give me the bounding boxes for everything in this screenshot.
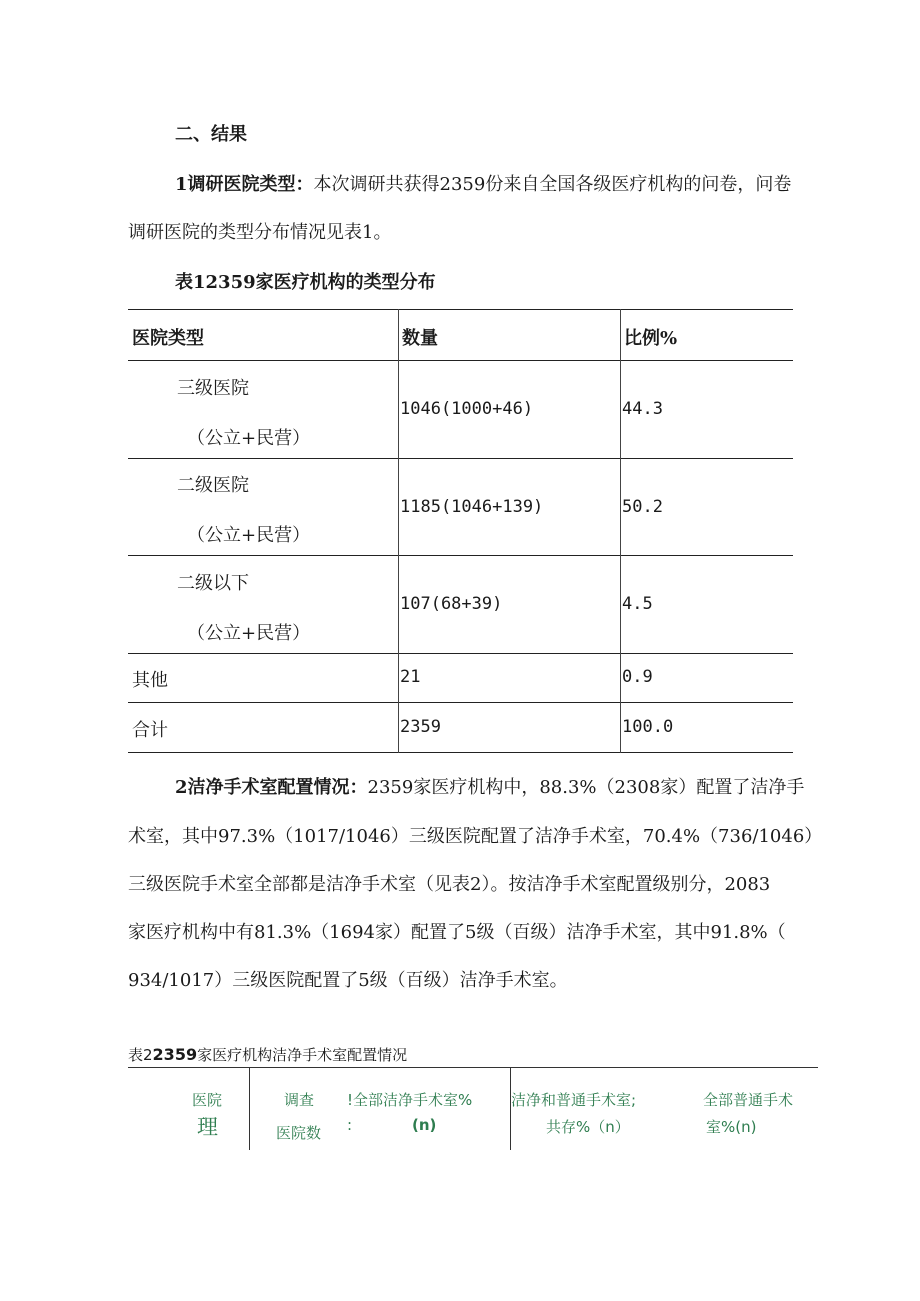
table-1-row-pct: 44.3 — [622, 399, 663, 419]
table-2-column-divider — [249, 1068, 250, 1150]
table-1-rule — [128, 752, 793, 753]
table-1-row-sub: （公立+民营） — [187, 525, 311, 546]
table-1-row-count: 1185(1046+139) — [400, 497, 544, 517]
table-2-header-mixed-n: 共存%（n） — [546, 1118, 630, 1136]
table-1-rule — [128, 555, 793, 556]
table-2-caption-prefix: 表2 — [128, 1046, 153, 1064]
table-2-caption-number: 2359 — [152, 1045, 198, 1064]
table-2-header-all-regular: 全部普通手术 — [703, 1091, 794, 1109]
table-1-row-count: 1046(1000+46) — [400, 399, 534, 419]
paragraph-2-line-2: 术室，其中97.3%（1017/1046）三级医院配置了洁净手术室，70.4%（736/1046） — [128, 826, 823, 847]
table-1-row-count: 107(68+39) — [400, 594, 503, 614]
table-2-header-surveyed: 调查 — [284, 1091, 315, 1109]
table-2-header-hospital: 医院 — [192, 1091, 223, 1109]
paragraph-1-line-1 — [175, 170, 791, 196]
table-1-row-pct: 0.9 — [622, 667, 653, 687]
table-1-row-count: 2359 — [400, 717, 441, 737]
table-2-header-surveyed-count: 医院数 — [276, 1124, 322, 1142]
table-1-row-type: 二级以下 — [177, 573, 249, 594]
table-1-caption: 表12359家医疗机构的类型分布 — [175, 272, 436, 293]
table-2-caption-text: 家医疗机构洁净手术室配置情况 — [197, 1046, 408, 1064]
table-1-row-sub: （公立+民营） — [187, 428, 311, 449]
table-2-header-all-clean-colon: : — [347, 1116, 353, 1134]
table-1-row-count: 21 — [400, 667, 421, 687]
table-1-header-pct: 比例% — [624, 328, 678, 349]
paragraph-2-line-5: 934/1017）三级医院配置了5级（百级）洁净手术室。 — [128, 970, 568, 991]
table-1-rule — [128, 458, 793, 459]
table-1 — [128, 309, 793, 753]
table-2-header-hospital-type: 理 — [197, 1115, 218, 1139]
table-1-row-type: 合计 — [132, 720, 168, 741]
paragraph-2-line-3: 三级医院手术室全部都是洁净手术室（见表2）。按洁净手术室配置级别分，2083 — [128, 874, 771, 895]
paragraph-2-text: 2359家医疗机构中，88.3%（2308家）配置了洁净手 — [367, 777, 805, 798]
table-1-column-divider — [398, 309, 399, 753]
table-2-header-all-clean-n: (n) — [412, 1116, 437, 1134]
table-2-caption — [128, 1044, 407, 1065]
paragraph-1-text: 本次调研共获得2359份来自全国各级医疗机构的问卷，问卷 — [313, 174, 792, 195]
table-2-header-all-regular-n: 室%(n) — [706, 1118, 757, 1136]
paragraph-2-lead: 2洁净手术室配置情况： — [175, 777, 368, 798]
paragraph-1-line-2: 调研医院的类型分布情况见表1。 — [128, 222, 392, 243]
table-1-row-pct: 4.5 — [622, 594, 653, 614]
table-1-rule — [128, 702, 793, 703]
section-heading: 二、结果 — [175, 124, 247, 145]
table-2-header-all-clean: !全部洁净手术室% — [347, 1091, 473, 1109]
table-1-row-type: 其他 — [132, 670, 168, 691]
paragraph-2-line-4: 家医疗机构中有81.3%（1694家）配置了5级（百级）洁净手术室，其中91.8%（ — [128, 922, 786, 943]
table-1-rule — [128, 653, 793, 654]
paragraph-2-line-1 — [175, 773, 804, 799]
table-2-header-mixed: 洁净和普通手术室; — [511, 1091, 637, 1109]
table-1-column-divider — [620, 309, 621, 753]
table-1-rule — [128, 309, 793, 310]
paragraph-1-lead: 1调研医院类型： — [175, 174, 314, 195]
table-1-rule — [128, 360, 793, 361]
table-1-row-type: 二级医院 — [177, 475, 249, 496]
table-1-row-type: 三级医院 — [177, 378, 249, 399]
table-2-rule — [128, 1067, 818, 1068]
table-1-row-pct: 100.0 — [622, 717, 674, 737]
table-1-header-type: 医院类型 — [132, 328, 204, 349]
table-1-row-pct: 50.2 — [622, 497, 663, 517]
table-1-row-sub: （公立+民营） — [187, 623, 311, 644]
table-1-header-count: 数量 — [402, 328, 438, 349]
